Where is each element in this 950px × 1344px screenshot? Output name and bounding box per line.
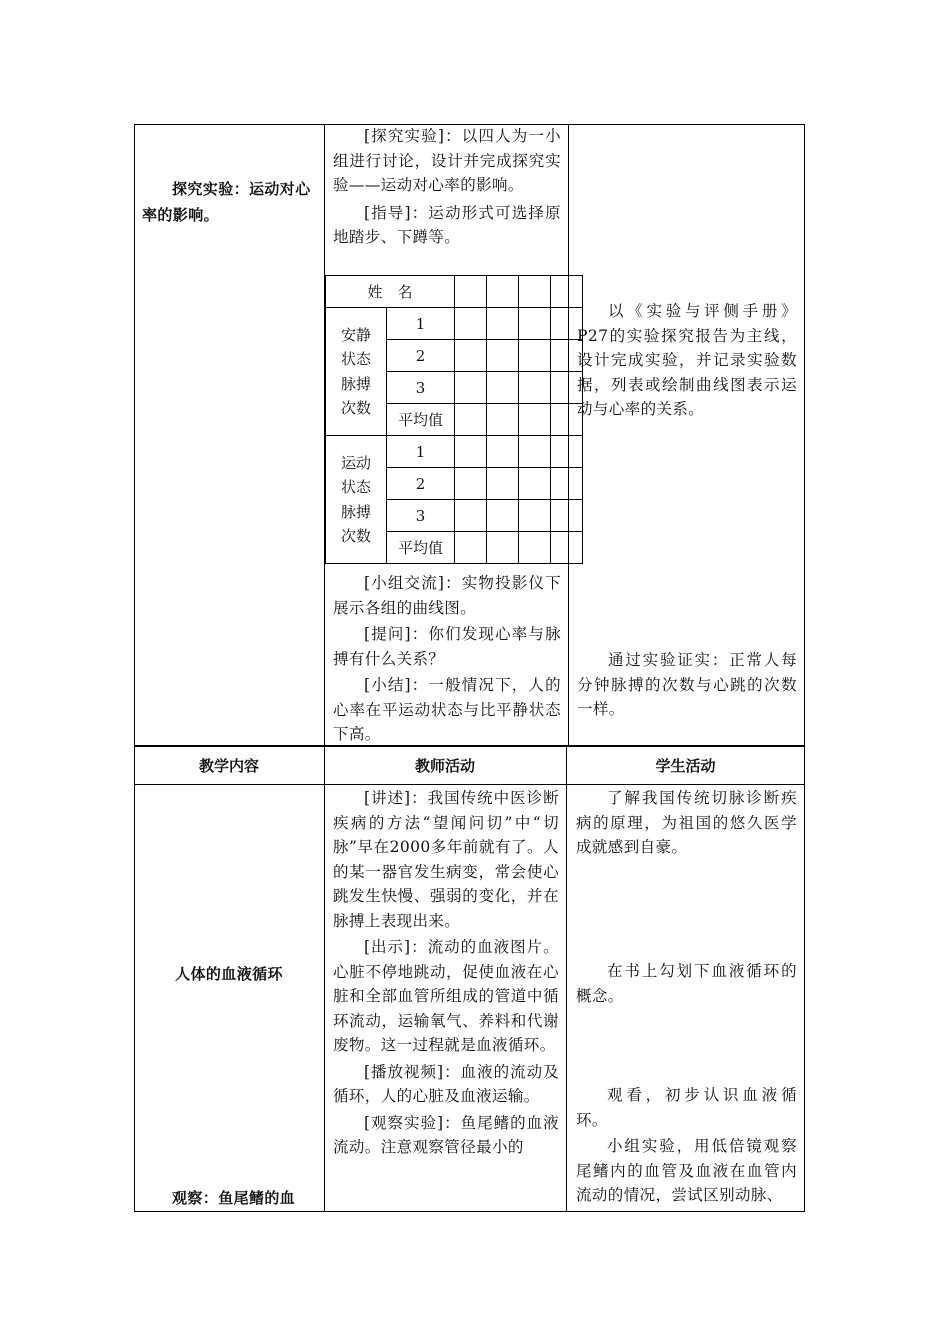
- teacher-paragraph: [讲述]：我国传统中医诊断疾病的方法“望闻问切”中“切脉”早在2000多年前就有了。人的某一器官发生病变，常会使心跳发生快慢、强弱的变化，并在脉搏上表现出来。: [333, 789, 559, 930]
- student-paragraph: 小组实验，用低倍镜观察尾鳍内的血管及血液在血管内流动的情况，尝试区别动脉、: [576, 1137, 797, 1204]
- teacher-activity-top: [333, 124, 561, 250]
- table-cell: [455, 340, 487, 372]
- table-cell: [519, 372, 551, 404]
- table-cell: [519, 308, 551, 340]
- teacher-paragraph: [提问]：你们发现心率与脉搏有什么关系？: [333, 625, 561, 668]
- student-activity-section2-a: [576, 786, 797, 860]
- topic-observe-fish-fin: 观察：鱼尾鳍的血: [172, 1189, 296, 1207]
- table-cell: [519, 500, 551, 532]
- student-activity-top: [577, 299, 797, 422]
- table-cell: [551, 436, 583, 468]
- table-cell: [487, 372, 519, 404]
- student-activity-conclusion: [577, 648, 797, 722]
- row-label: 1: [387, 436, 455, 468]
- row-label: 1: [387, 308, 455, 340]
- table-cell: [487, 468, 519, 500]
- teacher-paragraph: [播放视频]：血液的流动及循环，人的心脏及血液运输。: [333, 1062, 559, 1105]
- student-paragraph: 以《实验与评侧手册》P27的实验探究报告为主线，设计完成实验，并记录实验数据，列表或绘制曲线图表示运动与心率的关系。: [577, 302, 797, 418]
- table-row: [326, 436, 583, 468]
- table-cell: [519, 532, 551, 564]
- row-label: 2: [387, 468, 455, 500]
- row-label: 平均值: [387, 532, 455, 564]
- teacher-paragraph: [出示]：流动的血液图片。心脏不停地跳动，促使血液在心脏和全部血管所组成的管道中循环流动，运输氧气、养料和代谢废物。这一过程就是血液循环。: [333, 938, 559, 1054]
- row-label: 3: [387, 500, 455, 532]
- table-cell: [455, 500, 487, 532]
- exercise-state-text: 运动状态脉搏次数: [341, 453, 372, 545]
- teacher-activity-section2: [333, 786, 559, 1160]
- header-teacher-activity: 教师活动: [414, 757, 475, 775]
- table-row: [326, 276, 583, 308]
- table-cell: [551, 532, 583, 564]
- student-activity-section2-c: [576, 1083, 797, 1208]
- name-header-cell: 姓 名: [326, 276, 455, 308]
- student-activity-section2-b: [576, 959, 797, 1008]
- table-cell: [519, 404, 551, 436]
- table-cell: [487, 532, 519, 564]
- table-cell: [487, 276, 519, 308]
- teacher-paragraph: [小结]：一般情况下，人的心率在平运动状态与比平静状态下高。: [333, 676, 561, 743]
- table-cell: [487, 436, 519, 468]
- student-paragraph: 在书上勾划下血液循环的概念。: [576, 962, 797, 1005]
- exercise-state-label: [326, 436, 387, 564]
- teacher-activity-bottom: [333, 571, 561, 747]
- table-cell: [455, 468, 487, 500]
- table-cell: [519, 436, 551, 468]
- table-cell: [551, 500, 583, 532]
- table-cell: [519, 276, 551, 308]
- teacher-paragraph: [探究实验]：以四人为一小组进行讨论，设计并完成探究实验——运动对心率的影响。: [333, 127, 561, 194]
- table-cell: [487, 500, 519, 532]
- table-cell: [455, 372, 487, 404]
- table-cell: [551, 468, 583, 500]
- table-cell: [455, 308, 487, 340]
- header-student-activity: 学生活动: [655, 757, 716, 775]
- header-bottom-line: [134, 784, 805, 785]
- row-label: 3: [387, 372, 455, 404]
- pulse-data-table: [325, 275, 583, 564]
- student-paragraph: 观看，初步认识血液循环。: [576, 1086, 797, 1129]
- table-row: [326, 308, 583, 340]
- table-cell: [487, 308, 519, 340]
- column-divider-2b: [566, 746, 567, 1212]
- table-cell: [519, 468, 551, 500]
- header-teaching-content: 教学内容: [198, 757, 259, 775]
- table-cell: [455, 276, 487, 308]
- table-cell: [455, 532, 487, 564]
- table-cell: [487, 404, 519, 436]
- teacher-paragraph: [小组交流]：实物投影仪下展示各组的曲线图。: [333, 574, 561, 617]
- rest-state-text: 安静状态脉搏次数: [341, 325, 372, 417]
- table-cell: [455, 404, 487, 436]
- table-cell: [455, 436, 487, 468]
- table-cell: [487, 340, 519, 372]
- topic-blood-circulation: 人体的血液循环: [175, 965, 283, 983]
- student-paragraph: 了解我国传统切脉诊断疾病的原理，为祖国的悠久医学成就感到自豪。: [576, 789, 797, 856]
- table-cell: [519, 340, 551, 372]
- teacher-paragraph: [观察实验]：鱼尾鳍的血液流动。注意观察管径最小的: [333, 1113, 559, 1156]
- topic-exercise-heart-rate: 探究实验：运动对心率的影响。: [142, 180, 311, 224]
- teacher-paragraph: [指导]：运动形式可选择原地踏步、下蹲等。: [333, 203, 561, 246]
- row-label: 平均值: [387, 404, 455, 436]
- rest-state-label: [326, 308, 387, 436]
- row-label: 2: [387, 340, 455, 372]
- student-paragraph: 通过实验证实：正常人每分钟脉搏的次数与心跳的次数一样。: [577, 651, 797, 718]
